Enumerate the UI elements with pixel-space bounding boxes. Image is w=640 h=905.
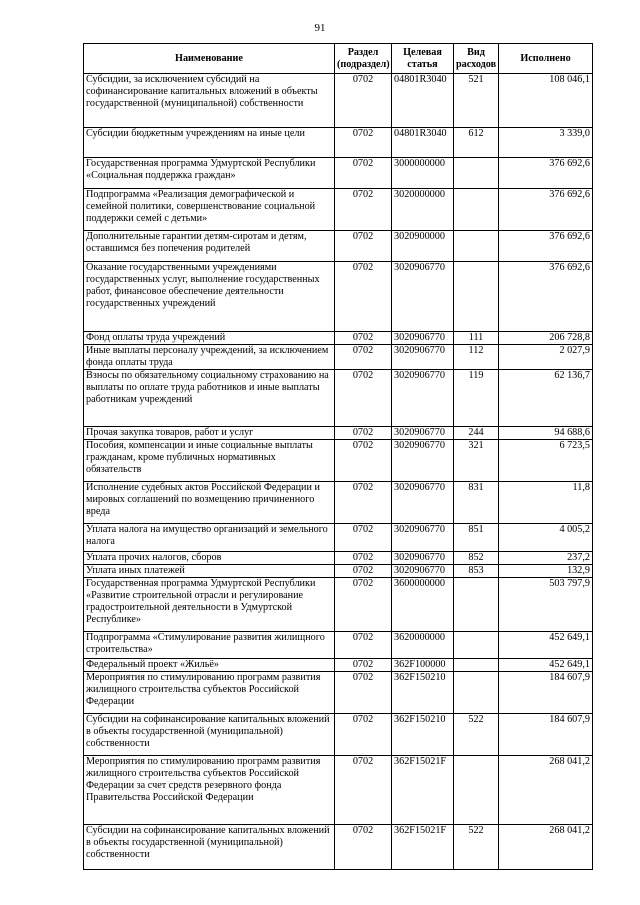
- cell-type: 521: [454, 74, 499, 128]
- cell-target: 362F150210: [392, 714, 454, 756]
- cell-executed: 3 339,0: [499, 128, 593, 158]
- header-section: Раздел (подраздел): [335, 44, 392, 74]
- cell-executed: 6 723,5: [499, 440, 593, 482]
- cell-executed: 184 607,9: [499, 672, 593, 714]
- cell-section: 0702: [335, 370, 392, 427]
- cell-executed: 132,9: [499, 565, 593, 578]
- cell-name: Федеральный проект «Жильё»: [84, 659, 335, 672]
- cell-section: 0702: [335, 427, 392, 440]
- cell-section: 0702: [335, 440, 392, 482]
- cell-executed: 503 797,9: [499, 578, 593, 632]
- cell-type: 244: [454, 427, 499, 440]
- table-body: [84, 74, 593, 870]
- table-row: [84, 370, 593, 427]
- cell-executed: 11,8: [499, 482, 593, 524]
- table-row: [84, 189, 593, 231]
- budget-table: [83, 43, 593, 870]
- table-row: [84, 332, 593, 345]
- cell-target: 3020900000: [392, 231, 454, 262]
- cell-name: Уплата налога на имущество организаций и земельного налога: [84, 524, 335, 552]
- table-row: [84, 565, 593, 578]
- cell-section: 0702: [335, 825, 392, 870]
- cell-section: 0702: [335, 74, 392, 128]
- cell-name: Иные выплаты персоналу учреждений, за исключением фонда оплаты труда: [84, 345, 335, 370]
- cell-type: [454, 659, 499, 672]
- cell-section: 0702: [335, 552, 392, 565]
- table-row: [84, 427, 593, 440]
- cell-type: 851: [454, 524, 499, 552]
- cell-executed: 184 607,9: [499, 714, 593, 756]
- cell-executed: 268 041,2: [499, 756, 593, 825]
- cell-type: [454, 158, 499, 189]
- table-row: [84, 756, 593, 825]
- cell-type: [454, 578, 499, 632]
- cell-section: 0702: [335, 158, 392, 189]
- cell-type: [454, 672, 499, 714]
- cell-target: 3020906770: [392, 370, 454, 427]
- cell-target: 3000000000: [392, 158, 454, 189]
- cell-name: Государственная программа Удмуртской Республики «Социальная поддержка граждан»: [84, 158, 335, 189]
- cell-section: 0702: [335, 524, 392, 552]
- cell-name: Уплата иных платежей: [84, 565, 335, 578]
- cell-type: 612: [454, 128, 499, 158]
- cell-section: 0702: [335, 128, 392, 158]
- cell-section: 0702: [335, 482, 392, 524]
- cell-type: 852: [454, 552, 499, 565]
- cell-target: 3020906770: [392, 332, 454, 345]
- table-row: [84, 262, 593, 332]
- cell-executed: 62 136,7: [499, 370, 593, 427]
- cell-target: 3020906770: [392, 482, 454, 524]
- cell-executed: 108 046,1: [499, 74, 593, 128]
- header-executed: Исполнено: [499, 44, 593, 74]
- cell-type: [454, 189, 499, 231]
- cell-section: 0702: [335, 632, 392, 659]
- cell-name: Субсидии на софинансирование капитальных вложений в объекты государственной (муниципальной) собственности: [84, 825, 335, 870]
- cell-name: Подпрограмма «Стимулирование развития жилищного строительства»: [84, 632, 335, 659]
- cell-section: 0702: [335, 231, 392, 262]
- table-row: [84, 128, 593, 158]
- table-row: [84, 74, 593, 128]
- cell-target: 362F15021F: [392, 825, 454, 870]
- cell-target: 04801R3040: [392, 74, 454, 128]
- cell-type: 119: [454, 370, 499, 427]
- header-target: Целевая статья: [392, 44, 454, 74]
- header-type: Вид расходов: [454, 44, 499, 74]
- cell-section: 0702: [335, 565, 392, 578]
- cell-executed: 268 041,2: [499, 825, 593, 870]
- table-row: [84, 578, 593, 632]
- cell-executed: 94 688,6: [499, 427, 593, 440]
- cell-type: 522: [454, 714, 499, 756]
- cell-section: 0702: [335, 714, 392, 756]
- table-row: [84, 672, 593, 714]
- cell-section: 0702: [335, 672, 392, 714]
- cell-name: Прочая закупка товаров, работ и услуг: [84, 427, 335, 440]
- cell-target: 362F150210: [392, 672, 454, 714]
- cell-executed: 237,2: [499, 552, 593, 565]
- cell-section: 0702: [335, 262, 392, 332]
- cell-name: Исполнение судебных актов Российской Федерации и мировых соглашений по возмещению причиненного вреда: [84, 482, 335, 524]
- cell-type: 831: [454, 482, 499, 524]
- page-number: 91: [314, 22, 326, 34]
- cell-target: 3020906770: [392, 262, 454, 332]
- cell-target: 362F100000: [392, 659, 454, 672]
- cell-type: 853: [454, 565, 499, 578]
- cell-target: 04801R3040: [392, 128, 454, 158]
- cell-name: Субсидии на софинансирование капитальных вложений в объекты государственной (муниципальной) собственности: [84, 714, 335, 756]
- cell-name: Дополнительные гарантии детям-сиротам и детям, оставшимся без попечения родителей: [84, 231, 335, 262]
- cell-executed: 4 005,2: [499, 524, 593, 552]
- cell-name: Субсидии, за исключением субсидий на софинансирование капитальных вложений в объекты государственной (муниципальной) собственности: [84, 74, 335, 128]
- cell-target: 3620000000: [392, 632, 454, 659]
- cell-section: 0702: [335, 332, 392, 345]
- cell-name: Государственная программа Удмуртской Республики «Развитие строительной отрасли и регулирование градостроительной деятельности в Удмуртской Республике»: [84, 578, 335, 632]
- header-name: Наименование: [84, 44, 335, 74]
- cell-type: 522: [454, 825, 499, 870]
- cell-executed: 206 728,8: [499, 332, 593, 345]
- cell-target: 3020906770: [392, 345, 454, 370]
- table-header-row: [84, 44, 593, 74]
- cell-section: 0702: [335, 189, 392, 231]
- table-row: [84, 825, 593, 870]
- cell-section: 0702: [335, 345, 392, 370]
- cell-name: Пособия, компенсации и иные социальные выплаты гражданам, кроме публичных нормативных обязательств: [84, 440, 335, 482]
- table-row: [84, 524, 593, 552]
- cell-type: [454, 632, 499, 659]
- cell-section: 0702: [335, 659, 392, 672]
- cell-section: 0702: [335, 578, 392, 632]
- cell-target: 3020906770: [392, 552, 454, 565]
- cell-executed: 452 649,1: [499, 659, 593, 672]
- cell-target: 3020906770: [392, 427, 454, 440]
- cell-type: 111: [454, 332, 499, 345]
- table-row: [84, 231, 593, 262]
- cell-name: Субсидии бюджетным учреждениям на иные цели: [84, 128, 335, 158]
- cell-name: Мероприятия по стимулированию программ развития жилищного строительства субъектов Российской Федерации: [84, 672, 335, 714]
- cell-target: 3020906770: [392, 565, 454, 578]
- table-row: [84, 158, 593, 189]
- table-row: [84, 659, 593, 672]
- table-row: [84, 632, 593, 659]
- cell-type: 321: [454, 440, 499, 482]
- table-row: [84, 440, 593, 482]
- cell-name: Мероприятия по стимулированию программ развития жилищного строительства субъектов Российской Федерации за счет средств резервного фонда Правительства Российской Федерации: [84, 756, 335, 825]
- cell-target: 3020000000: [392, 189, 454, 231]
- cell-name: Уплата прочих налогов, сборов: [84, 552, 335, 565]
- cell-section: 0702: [335, 756, 392, 825]
- table-row: [84, 552, 593, 565]
- cell-type: [454, 262, 499, 332]
- cell-name: Подпрограмма «Реализация демографической и семейной политики, совершенствование социальной поддержки семей с детьми»: [84, 189, 335, 231]
- cell-executed: 376 692,6: [499, 231, 593, 262]
- cell-executed: 452 649,1: [499, 632, 593, 659]
- cell-target: 3600000000: [392, 578, 454, 632]
- cell-executed: 2 027,9: [499, 345, 593, 370]
- cell-target: 3020906770: [392, 440, 454, 482]
- table-row: [84, 714, 593, 756]
- cell-type: [454, 231, 499, 262]
- cell-target: 3020906770: [392, 524, 454, 552]
- cell-executed: 376 692,6: [499, 158, 593, 189]
- cell-type: 112: [454, 345, 499, 370]
- table-row: [84, 345, 593, 370]
- cell-executed: 376 692,6: [499, 189, 593, 231]
- cell-name: Оказание государственными учреждениями государственных услуг, выполнение государственных работ, финансовое обеспечение деятельности государственных учреждений: [84, 262, 335, 332]
- cell-name: Взносы по обязательному социальному страхованию на выплаты по оплате труда работников и иные выплаты работникам учреждений: [84, 370, 335, 427]
- cell-type: [454, 756, 499, 825]
- cell-executed: 376 692,6: [499, 262, 593, 332]
- cell-name: Фонд оплаты труда учреждений: [84, 332, 335, 345]
- table-row: [84, 482, 593, 524]
- cell-target: 362F15021F: [392, 756, 454, 825]
